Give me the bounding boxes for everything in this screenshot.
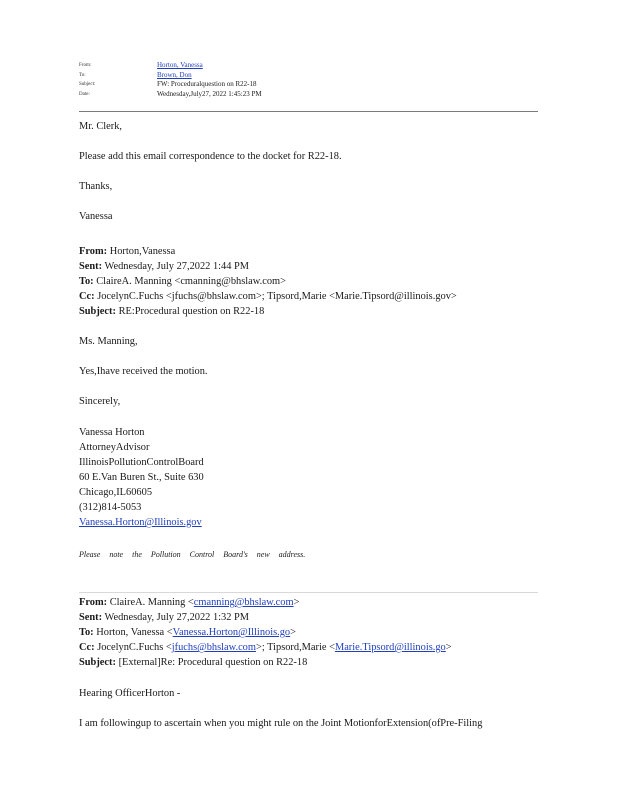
header-date-value: Wednesday,July27, 2022 1:45:23 PM [157,89,262,98]
reply-cc-line [79,289,539,304]
header-to-label: To: [79,72,86,78]
forward-name: Vanessa [79,211,113,222]
original-line1: I am followingup to ascertain when you might rule on the Joint MotionforExtension(ofPre-Filing [79,718,483,729]
forward-thanks: Thanks, [79,181,113,192]
original-to-label: To: [79,627,94,638]
address-change-note: Please note the Pollution Control Board's new address. [79,550,306,559]
header-divider [79,111,538,112]
original-sent-line [79,610,539,625]
reply-line1: Yes,Ihave received the motion. [79,366,208,377]
reply-subject-line [79,304,539,319]
original-cc-email1-link[interactable]: jfuchs@bhslaw.com [171,642,256,653]
reply-from-line [79,244,539,259]
original-sent-label: Sent: [79,612,103,623]
signature-name: Vanessa Horton [79,427,145,438]
original-cc-suffix: > [445,642,452,653]
original-cc-middle: >; Tipsord,Marie < [255,642,335,653]
signature-phone: (312)814-5053 [79,502,142,513]
reply-from-value: Horton,Vanessa [109,246,176,257]
original-cc-email2-link[interactable]: Marie.Tipsord@illinois.go [334,642,446,653]
reply-sent-line [79,259,539,274]
original-to-email-link[interactable]: Vanessa.Horton@Illinois.go [172,627,291,638]
reply-to-line [79,274,539,289]
original-subject-value: [External]Re: Procedural question on R22-18 [118,657,308,668]
signature-email-line [79,515,539,530]
original-from-suffix: > [293,597,300,608]
message-divider [79,592,538,593]
reply-cc-value: JocelynC.Fuchs <jfuchs@bhslaw.com>; Tipsord,Marie <Marie.Tipsord@illinois.gov> [97,291,457,302]
email-header [79,61,519,99]
original-subject-line [79,655,539,670]
reply-from-label: From: [79,246,108,257]
signature-title: AttorneyAdvisor [79,442,150,453]
original-from-label: From: [79,597,108,608]
header-to-row [79,71,519,81]
reply-to-value: ClaireA. Manning <cmanning@bhslaw.com> [96,276,286,287]
reply-sent-value: Wednesday, July 27,2022 1:44 PM [104,261,250,272]
forward-line1: Please add this email correspondence to the docket for R22-18. [79,151,342,162]
header-to-link[interactable]: Brown, Don [157,70,192,79]
header-from-label: From: [79,63,92,68]
original-greeting: Hearing OfficerHorton - [79,688,181,699]
forward-greeting: Mr. Clerk, [79,121,123,132]
signature-address2: Chicago,IL60605 [79,487,153,498]
original-to-suffix: > [290,627,297,638]
reply-subject-label: Subject: [79,306,116,317]
original-subject-label: Subject: [79,657,116,668]
reply-greeting: Ms. Manning, [79,336,138,347]
header-from-row [79,61,519,71]
signature-org: IllinoisPollutionControlBoard [79,457,204,468]
original-to-prefix: Horton, Vanessa < [96,627,173,638]
reply-sent-label: Sent: [79,261,103,272]
original-from-line [79,595,539,610]
reply-to-label: To: [79,276,94,287]
reply-cc-label: Cc: [79,291,95,302]
original-from-email-link[interactable]: cmanning@bhslaw.com [193,597,294,608]
original-sent-value: Wednesday, July 27,2022 1:32 PM [104,612,250,623]
signature-address1: 60 E.Van Buren St., Suite 630 [79,472,204,483]
header-from-link[interactable]: Horton, Vanessa [157,61,203,69]
original-cc-prefix: JocelynC.Fuchs < [97,642,172,653]
original-cc-label: Cc: [79,642,95,653]
header-date-row [79,90,519,100]
original-cc-line [79,640,539,655]
header-subject-label: Subject: [79,82,96,88]
header-subject-value: FW: Proceduralquestion on R22-18 [157,80,257,89]
header-subject-row [79,80,519,90]
original-from-prefix: ClaireA. Manning < [109,597,194,608]
reply-closing: Sincerely, [79,396,121,407]
signature-email-link[interactable]: Vanessa.Horton@Illinois.gov [79,517,202,528]
original-to-line [79,625,539,640]
header-date-label: Date: [79,91,90,97]
reply-subject-value: RE:Procedural question on R22-18 [118,306,265,317]
